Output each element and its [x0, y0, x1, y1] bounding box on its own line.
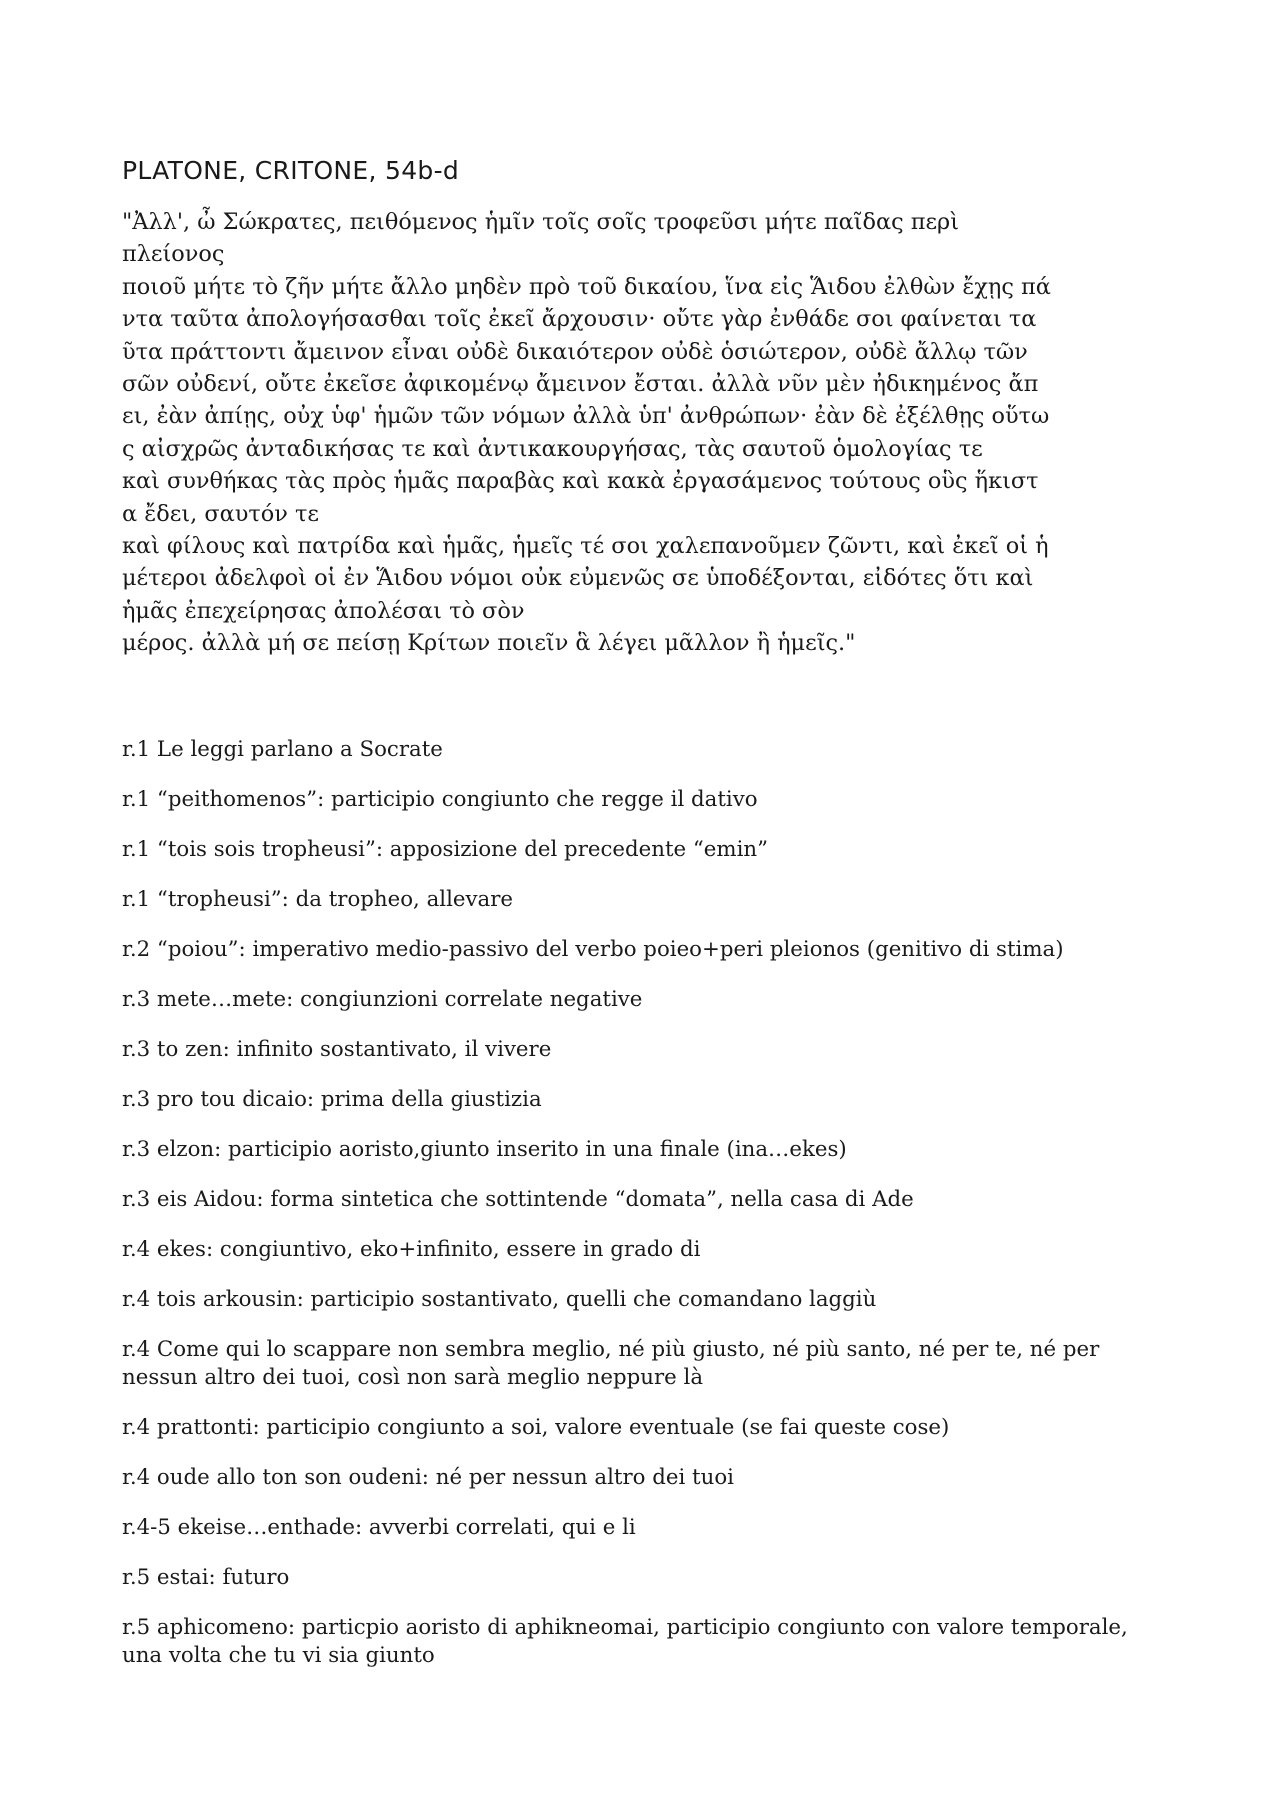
note-item: r.4 ekes: congiuntivo, eko+infinito, essere in grado di — [122, 1237, 701, 1262]
greek-line: μέτεροι ἀδελφοὶ οἱ ἐν Ἅιδου νόμοι οὐκ εὐμενῶς σε ὑποδέξονται, εἰδότες ὅτι καὶ — [122, 565, 1034, 592]
greek-line: ει, ἐὰν ἀπίῃς, οὐχ ὑφ' ἡμῶν τῶν νόμων ἀλλὰ ὑπ' ἀνθρώπων· ἐὰν δὲ ἐξέλθῃς οὕτω — [122, 403, 1050, 430]
greek-passage — [122, 206, 1172, 660]
note-item: r.4 Come qui lo scappare non sembra meglio, né più giusto, né più santo, né per te, né per nessun altro dei tuoi, così non sarà meglio neppure là — [122, 1337, 1100, 1390]
note-item: r.4 tois arkousin: participio sostantivato, quelli che comandano laggiù — [122, 1287, 877, 1312]
greek-line: "Ἀλλ', ὦ Σώκρατες, πειθόμενος ἡμῖν τοῖς σοῖς τροφεῦσι μήτε παῖδας περὶ — [122, 209, 959, 235]
note-item: r.3 eis Aidou: forma sintetica che sottintende “domata”, nella casa di Ade — [122, 1187, 914, 1212]
note-item: r.1 Le leggi parlano a Socrate — [122, 737, 443, 762]
note-item: r.2 “poiou”: imperativo medio-passivo del verbo poieo+peri pleionos (genitivo di stima) — [122, 937, 1064, 962]
greek-line: ἡμᾶς ἐπεχείρησας ἀπολέσαι τὸ σὸν — [122, 597, 525, 624]
note-item: r.5 estai: futuro — [122, 1565, 290, 1590]
note-item: r.4 prattonti: participio congiunto a soi, valore eventuale (se fai queste cose) — [122, 1415, 950, 1440]
greek-line: ῦτα πράττοντι ἄμεινον εἶναι οὐδὲ δικαιότερον οὐδὲ ὁσιώτερον, οὐδὲ ἄλλῳ τῶν — [122, 338, 1028, 365]
note-item: r.4 oude allo ton son oudeni: né per nessun altro dei tuoi — [122, 1465, 734, 1490]
greek-line: πλείονος — [122, 241, 225, 268]
greek-line: καὶ φίλους καὶ πατρίδα καὶ ἡμᾶς, ἡμεῖς τέ σοι χαλεπανοῦμεν ζῶντι, καὶ ἐκεῖ οἱ ἡ — [122, 533, 1049, 560]
greek-line: μέρος. ἀλλὰ μή σε πείσῃ Κρίτων ποιεῖν ἃ λέγει μᾶλλον ἢ ἡμεῖς." — [122, 630, 856, 657]
greek-line: ντα ταῦτα ἀπολογήσασθαι τοῖς ἐκεῖ ἄρχουσιν· οὔτε γὰρ ἐνθάδε σοι φαίνεται τα — [122, 306, 1037, 333]
annotation-notes — [122, 736, 1172, 1692]
greek-line: ς αἰσχρῶς ἀνταδικήσας τε καὶ ἀντικακουργήσας, τὰς σαυτοῦ ὁμολογίας τε — [122, 435, 983, 462]
greek-line: ποιοῦ μήτε τὸ ζῆν μήτε ἄλλο μηδὲν πρὸ τοῦ δικαίου, ἵνα εἰς Ἅιδου ἐλθὼν ἔχῃς πά — [122, 273, 1051, 300]
note-item: r.3 to zen: infinito sostantivato, il vivere — [122, 1037, 552, 1062]
note-item: r.1 “peithomenos”: participio congiunto che regge il dativo — [122, 787, 758, 812]
greek-line: καὶ συνθήκας τὰς πρὸς ἡμᾶς παραβὰς καὶ κακὰ ἐργασάμενος τούτους οὓς ἥκιστ — [122, 468, 1039, 495]
document-title: PLATONE, CRITONE, 54b-d — [122, 156, 460, 185]
note-item: r.1 “tois sois tropheusi”: apposizione del precedente “emin” — [122, 837, 768, 862]
note-item: r.4-5 ekeise…enthade: avverbi correlati, qui e li — [122, 1515, 636, 1540]
note-item: r.3 elzon: participio aoristo,giunto inserito in una finale (ina…ekes) — [122, 1137, 847, 1162]
note-item: r.1 “tropheusi”: da tropheo, allevare — [122, 887, 514, 912]
greek-line: α ἔδει, σαυτόν τε — [122, 500, 319, 527]
note-item: r.5 aphicomeno: particpio aoristo di aphikneomai, participio congiunto con valore temporale, una volta che tu vi sia giunto — [122, 1615, 1128, 1668]
note-item: r.3 pro tou dicaio: prima della giustizia — [122, 1087, 542, 1112]
note-item: r.3 mete…mete: congiunzioni correlate negative — [122, 987, 643, 1012]
greek-line: σῶν οὐδενί, οὔτε ἐκεῖσε ἀφικομένῳ ἄμεινον ἔσται. ἀλλὰ νῦν μὲν ἠδικημένος ἄπ — [122, 371, 1039, 398]
